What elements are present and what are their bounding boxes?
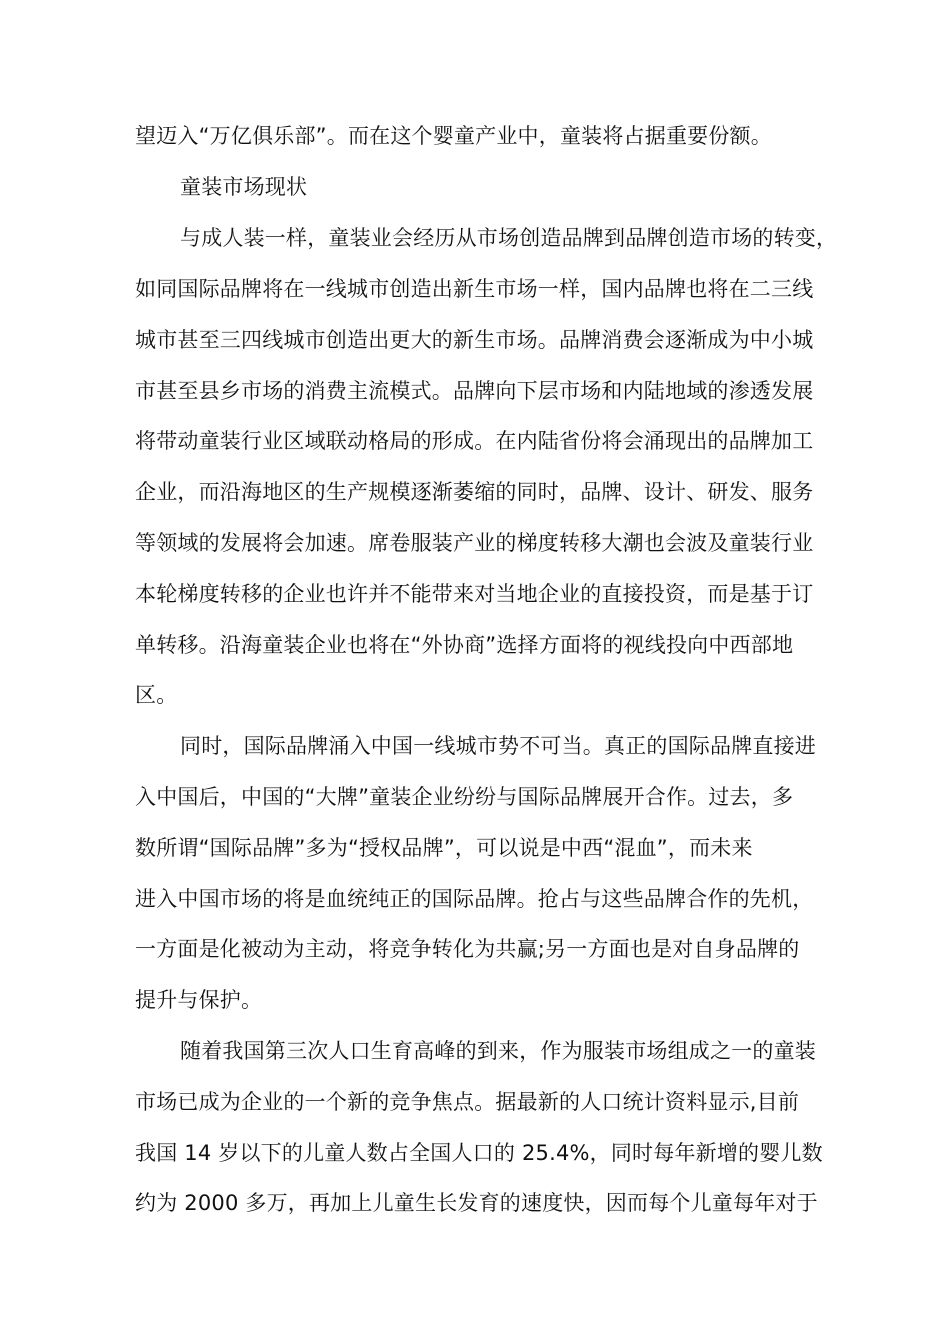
paragraph-line: 我国 14 岁以下的儿童人数占全国人口的 25.4%，同时每年新增的婴儿数 [135,1141,823,1165]
paragraph-line: 与成人装一样，童装业会经历从市场创造品牌到品牌创造市场的转变， [180,226,838,250]
paragraph-line: 一方面是化被动为主动，将竞争转化为共赢;另一方面也是对自身品牌的 [135,937,800,961]
paragraph-line: 望迈入“万亿俱乐部”。而在这个婴童产业中，童装将占据重要份额。 [135,124,772,148]
paragraph-line: 进入中国市场的将是血统纯正的国际品牌。抢占与这些品牌合作的先机， [135,887,814,911]
paragraph-line: 同时，国际品牌涌入中国一线城市势不可当。真正的国际品牌直接进 [180,734,816,758]
paragraph-line: 约为 2000 多万，再加上儿童生长发育的速度快，因而每个儿童每年对于 [135,1191,818,1215]
paragraph-line: 随着我国第三次人口生育高峰的到来，作为服装市场组成之一的童装 [180,1039,816,1063]
paragraph-line: 等领域的发展将会加速。席卷服装产业的梯度转移大潮也会波及童装行业 [135,531,814,555]
paragraph-line: 市场已成为企业的一个新的竞争焦点。据最新的人口统计资料显示,目前 [135,1090,800,1114]
paragraph-line: 如同国际品牌将在一线城市创造出新生市场一样，国内品牌也将在二三线 [135,277,814,301]
paragraph-line: 区。 [135,683,178,707]
paragraph-line: 单转移。沿海童装企业也将在“外协商”选择方面将的视线投向中西部地 [135,633,794,657]
paragraph-line: 入中国后，中国的“大牌”童装企业纷纷与国际品牌展开合作。过去，多 [135,785,794,809]
paragraph-line: 市甚至县乡市场的消费主流模式。品牌向下层市场和内陆地域的渗透发展 [135,379,814,403]
paragraph-line: 本轮梯度转移的企业也许并不能带来对当地企业的直接投资，而是基于订 [135,582,814,606]
paragraph-line: 企业，而沿海地区的生产规模逐渐萎缩的同时，品牌、设计、研发、服务 [135,480,814,504]
section-heading: 童装市场现状 [180,175,308,199]
paragraph-line: 将带动童装行业区域联动格局的形成。在内陆省份将会涌现出的品牌加工 [135,429,814,453]
paragraph-line: 数所谓“国际品牌”多为“授权品牌”，可以说是中西“混血”，而未来 [135,836,753,860]
paragraph-line: 提升与保护。 [135,988,263,1012]
paragraph-line: 城市甚至三四线城市创造出更大的新生市场。品牌消费会逐渐成为中小城 [135,328,814,352]
